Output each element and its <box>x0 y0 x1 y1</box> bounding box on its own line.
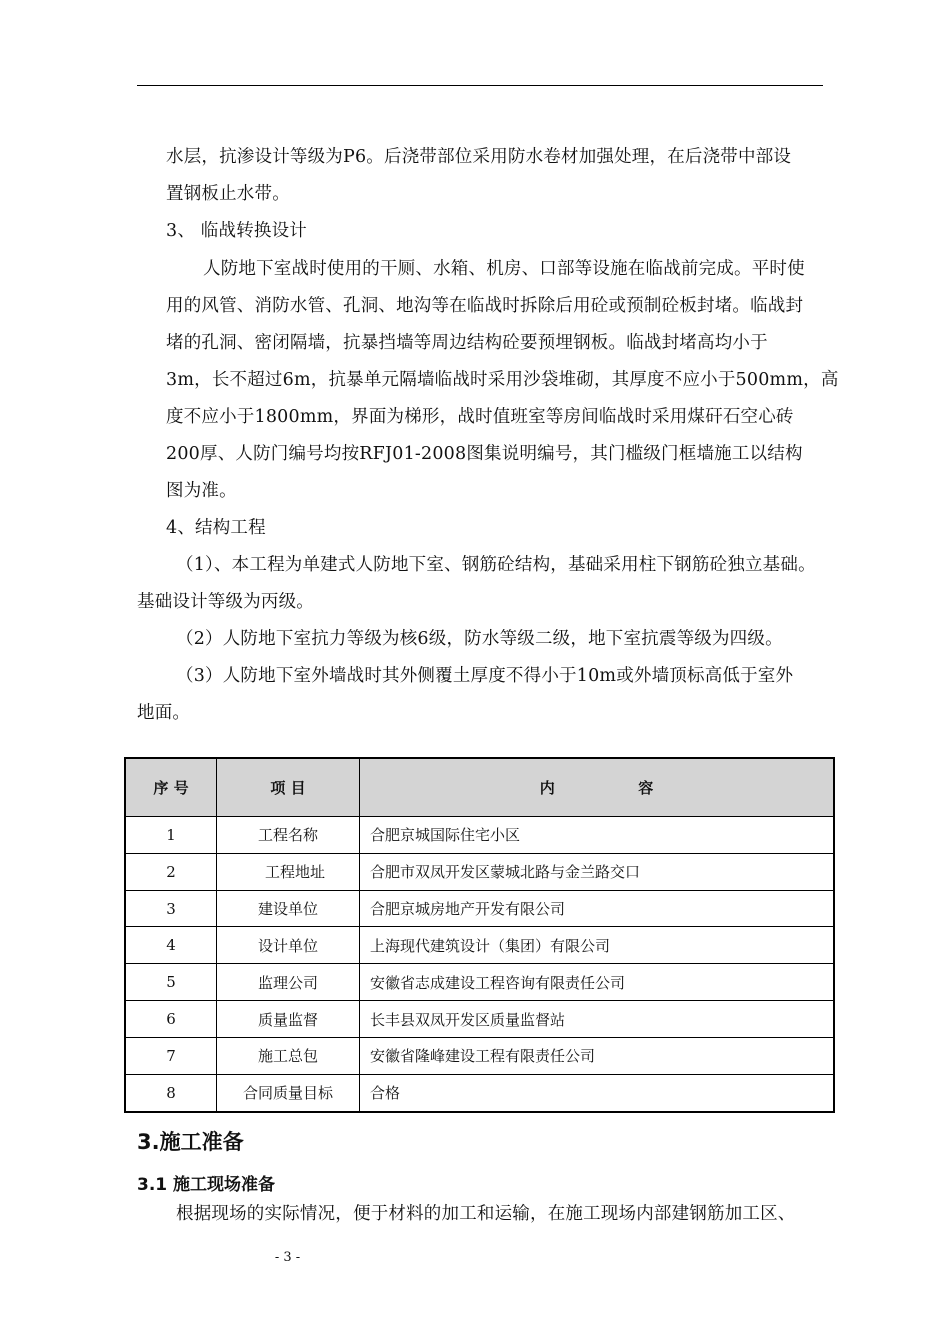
header-content: 内 容 <box>360 758 835 817</box>
row-no: 5 <box>125 964 217 1001</box>
row-no: 6 <box>125 1001 217 1038</box>
row-no: 1 <box>125 817 217 854</box>
table-row <box>125 853 834 890</box>
row-content: 安徽省志成建设工程咨询有限责任公司 <box>360 964 835 1001</box>
paragraph-line: （2）人防地下室抗力等级为核6级，防水等级二级，地下室抗震等级为四级。 <box>176 629 783 649</box>
row-item: 质量监督 <box>217 1001 360 1038</box>
paragraph-line: 度不应小于1800mm，界面为梯形，战时值班室等房间临战时采用煤矸石空心砖 <box>166 407 794 427</box>
paragraph-line: 根据现场的实际情况，便于材料的加工和运输，在施工现场内部建钢筋加工区、 <box>176 1204 796 1224</box>
table-row <box>125 964 834 1001</box>
row-item: 合同质量目标 <box>217 1074 360 1112</box>
paragraph-line: 置钢板止水带。 <box>166 184 290 204</box>
row-item: 工程名称 <box>217 817 360 854</box>
paragraph-line: 水层，抗渗设计等级为P6。后浇带部位采用防水卷材加强处理，在后浇带中部设 <box>166 147 792 167</box>
table-row <box>125 890 834 927</box>
row-item: 建设单位 <box>217 890 360 927</box>
row-content: 安徽省隆峰建设工程有限责任公司 <box>360 1037 835 1074</box>
table-row <box>125 817 834 854</box>
row-content: 长丰县双凤开发区质量监督站 <box>360 1001 835 1038</box>
subheading-3: 3、 临战转换设计 <box>166 221 307 241</box>
row-no: 4 <box>125 927 217 964</box>
paragraph-line: 200厚、人防门编号均按RFJ01-2008图集说明编号，其门槛级门框墙施工以结构 <box>166 444 803 464</box>
row-item: 监理公司 <box>217 964 360 1001</box>
row-no: 2 <box>125 853 217 890</box>
paragraph-line: （3）人防地下室外墙战时其外侧覆土厚度不得小于10m或外墙顶标高低于室外 <box>176 666 794 686</box>
table-row <box>125 1001 834 1038</box>
row-item: 设计单位 <box>217 927 360 964</box>
paragraph-line: 图为准。 <box>166 481 237 501</box>
table-header-row <box>125 758 834 817</box>
table-row <box>125 1074 834 1112</box>
paragraph-line: 用的风管、消防水管、孔洞、地沟等在临战时拆除后用砼或预制砼板封堵。临战封 <box>166 296 804 316</box>
paragraph-line: 堵的孔洞、密闭隔墙，抗暴挡墙等周边结构砼要预埋钢板。临战封堵高均小于 <box>166 333 768 353</box>
paragraph-line: 基础设计等级为丙级。 <box>137 592 314 612</box>
paragraph-line: 地面。 <box>137 703 191 723</box>
subsection-heading: 3.1 施工现场准备 <box>137 1175 276 1195</box>
table-row <box>125 927 834 964</box>
row-no: 3 <box>125 890 217 927</box>
row-content: 合格 <box>360 1074 835 1112</box>
header-rule <box>137 85 823 86</box>
row-no: 8 <box>125 1074 217 1112</box>
row-content: 合肥市双凤开发区蒙城北路与金兰路交口 <box>360 853 835 890</box>
subheading-4: 4、结构工程 <box>166 518 266 538</box>
page-number: - 3 - <box>274 1250 301 1265</box>
row-content: 合肥京城国际住宅小区 <box>360 817 835 854</box>
header-no: 序 号 <box>125 758 217 817</box>
paragraph-line: 人防地下室战时使用的干厕、水箱、机房、口部等设施在临战前完成。平时使 <box>203 259 805 279</box>
row-content: 上海现代建筑设计（集团）有限公司 <box>360 927 835 964</box>
row-item: 工程地址 <box>217 853 360 890</box>
project-info-table <box>124 757 835 1113</box>
row-item: 施工总包 <box>217 1037 360 1074</box>
header-item: 项 目 <box>217 758 360 817</box>
section-heading: 3.施工准备 <box>137 1130 244 1154</box>
row-content: 合肥京城房地产开发有限公司 <box>360 890 835 927</box>
table-row <box>125 1037 834 1074</box>
paragraph-line: 3m，长不超过6m，抗暴单元隔墙临战时采用沙袋堆砌，其厚度不应小于500mm，高 <box>166 370 839 390</box>
paragraph-line: （1）、本工程为单建式人防地下室、钢筋砼结构，基础采用柱下钢筋砼独立基础。 <box>176 555 816 575</box>
row-no: 7 <box>125 1037 217 1074</box>
